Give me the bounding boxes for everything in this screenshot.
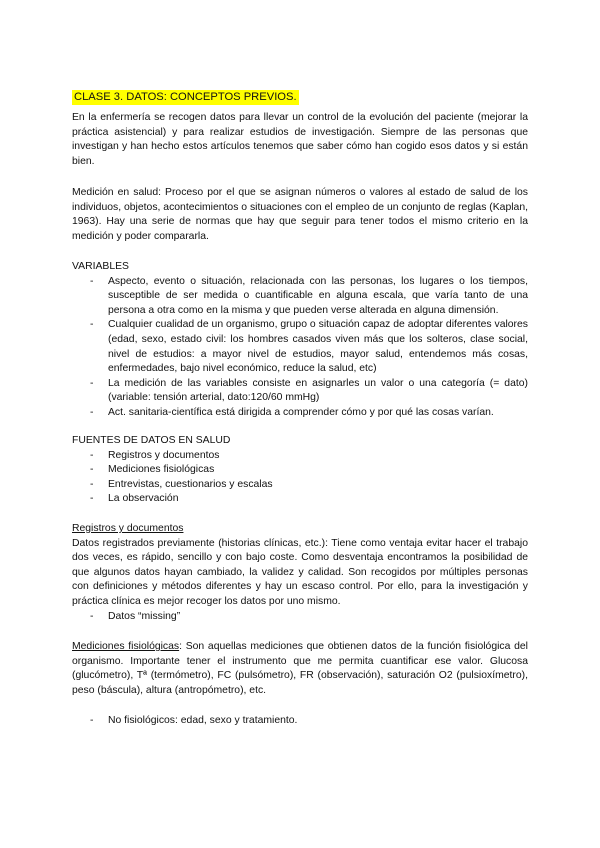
- mediciones-paragraph: [72, 640, 528, 698]
- mediciones-heading: Mediciones fisiológicas: [72, 641, 180, 652]
- medicion-paragraph: Medición en salud: Proceso por el que se asignan números o valores al estado de salud de los individuos, objetos, acontecimientos o situaciones con el empleo de un conjunto de reglas (Kaplan, 1963). Hay una serie de normas que hay que seguir para tener todos el mismo criterio en la medición y poder compararla.: [72, 187, 528, 242]
- fuentes-section: [72, 434, 528, 507]
- list-item: - Registros y documentos: [72, 449, 528, 464]
- fuentes-heading: FUENTES DE DATOS EN SALUD: [72, 435, 231, 446]
- intro-paragraph: En la enfermería se recogen datos para llevar un control de la evolución del paciente (mejorar la práctica asistencial) y para realizar estudios de investigación. Siempre de las personas que investigan y han hecho estos artículos tenemos que saber cómo han cogido esos datos y si están bien.: [72, 112, 528, 167]
- mediciones-text: : Son aquellas mediciones que obtienen datos de la función fisiológica del organismo. Importante tener el instrumento que me permita cuantificar ese valor. Glucosa (glucómetro), Tª (termómetro), FC (pulsómetro), FR (observación), saturación O2 (pulsioxímetro), peso (báscula), altura (antropómetro), etc.: [72, 641, 528, 696]
- variables-list: [72, 275, 528, 421]
- list-item: - Entrevistas, cuestionarios y escalas: [72, 478, 528, 493]
- list-item: - Datos “missing”: [72, 610, 528, 625]
- variables-heading: VARIABLES: [72, 261, 129, 272]
- registros-paragraph: Datos registrados previamente (historias clínicas, etc.): Tiene como ventaja evitar hacer el trabajo dos veces, es rápido, sencillo y con bajo coste. Como desventaja encontramos la posibilidad de que algunos datos hayan cambiado, la validez y calidad. Son recogidos por múltiples personas con definiciones y métodos diferentes y hay un escaso control. Por ello, para la investigación y práctica clínica es mejor recoger los datos por uno mismo.: [72, 537, 528, 607]
- fuentes-list: [72, 449, 528, 507]
- mediciones-list: [72, 714, 528, 729]
- list-item: - No fisiológicos: edad, sexo y tratamiento.: [72, 714, 528, 729]
- list-item: - Aspecto, evento o situación, relacionada con las personas, los lugares o los tiempos, susceptible de ser medida o cuantificable en alguna escala, que varía tanto de una persona a otra como en la misma y que pueden verse alterada en alguna dimensión.: [72, 275, 528, 319]
- intro-section: [72, 111, 528, 169]
- list-item: - La medición de las variables consiste en asignarles un valor o una categoría (= dato) (variable: tensión arterial, dato:120/60 mmHg): [72, 377, 528, 406]
- registros-section: [72, 522, 528, 624]
- list-item: - Mediciones fisiológicas: [72, 463, 528, 478]
- page-title: CLASE 3. DATOS: CONCEPTOS PREVIOS.: [74, 91, 297, 103]
- variables-section: [72, 260, 528, 421]
- list-item: - Cualquier cualidad de un organismo, grupo o situación capaz de adoptar diferentes valores (edad, sexo, estado civil: los hombres casados viven más que los solteros, clase social, nivel de estudios: a mayor nivel de estudios, mayor salud, entendemos más cosas, enfermedades, bajo nivel económico, reduce la salud, etc): [72, 318, 528, 376]
- medicion-section: [72, 186, 528, 244]
- list-item: - La observación: [72, 492, 528, 507]
- no-fisiologicos-section: [72, 714, 528, 729]
- list-item: - Act. sanitaria-científica está dirigida a comprender cómo y por qué las cosas varían.: [72, 406, 528, 421]
- registros-list: [72, 610, 528, 625]
- mediciones-section: [72, 640, 528, 698]
- registros-heading: Registros y documentos: [72, 523, 184, 534]
